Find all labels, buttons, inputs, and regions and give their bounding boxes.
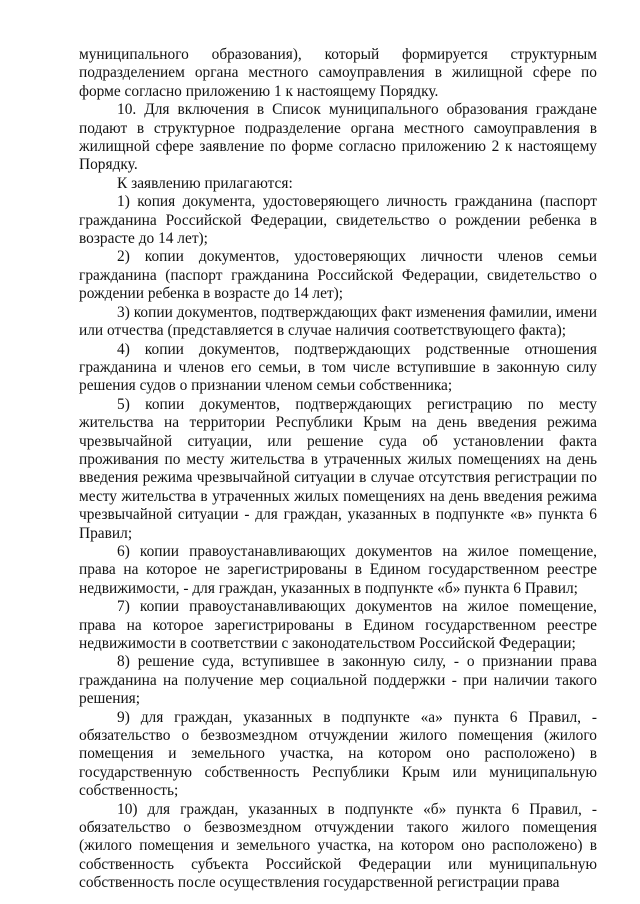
list-item-8: 8) решение суда, вступившее в законную силу, - о признании права гражданина на получение мер социальной поддержки - при наличии такого решения; — [79, 653, 597, 708]
list-item-3: 3) копии документов, подтверждающих факт изменения фамилии, имени или отчества (представляется в случае наличия соответствующего факта); — [79, 303, 597, 340]
list-item-10: 10) для граждан, указанных в подпункте «б» пункта 6 Правил, - обязательство о безвозмездном отчуждении такого жилого помещения (жилого помещения и земельного участка, на котором оно расположено) в собственность субъекта Российской Федерации или муниципальную собственность после осуществления государственной регистрации права — [79, 800, 597, 892]
list-item-1: 1) копия документа, удостоверяющего личность гражданина (паспорт гражданина Российской Федерации, свидетельство о рождении ребенка в возрасте до 14 лет); — [79, 193, 597, 248]
paragraph-attachments-intro: К заявлению прилагаются: — [117, 174, 293, 192]
list-item-2: 2) копии документов, удостоверяющих личности членов семьи гражданина (паспорт гражданина Российской Федерации, свидетельство о рождении ребенка в возрасте до 14 лет); — [79, 248, 597, 303]
paragraph-continuation: муниципального образования), который формируется структурным подразделением органа местного самоуправления в жилищной сфере по форме согласно приложению 1 к настоящему Порядку. — [79, 46, 597, 100]
list-item-9: 9) для граждан, указанных в подпункте «а» пункта 6 Правил, - обязательство о безвозмездном отчуждении жилого помещения (жилого помещения и земельного участка, на котором оно расположено) в государственную собственность Республики Крым или муниципальную собственность; — [79, 708, 597, 800]
list-item-6: 6) копии правоустанавливающих документов на жилое помещение, права на которое не зарегистрированы в Едином государственном реестре недвижимости, - для граждан, указанных в подпункте «б» пункта 6 Правил; — [79, 542, 597, 597]
paragraph-item-10: 10. Для включения в Список муниципального образования граждане подают в структурное подразделение органа местного самоуправления в жилищной сфере заявление по форме согласно приложению 2 к настоящему Порядку. — [79, 101, 597, 174]
list-item-5: 5) копии документов, подтверждающих регистрацию по месту жительства на территории Республики Крым на день введения режима чрезвычайной ситуации, или решение суда об установлении факта проживания по месту жительства в утраченных жилых помещениях на день введения режима чрезвычайной ситуации в случае отсутствия регистрации по месту жительства в утраченных жилых помещениях на день введения режима чрезвычайной ситуации - для граждан, указанных в подпункте «в» пункта 6 Правил; — [79, 395, 597, 542]
list-item-7: 7) копии правоустанавливающих документов на жилое помещение, права на которое зарегистрированы в Едином государственном реестре недвижимости в соответствии с законодательством Российской Федерации; — [79, 598, 597, 652]
list-item-4: 4) копии документов, подтверждающих родственные отношения гражданина и членов его семьи, в том числе вступившие в законную силу решения судов о признании членом семьи собственника; — [79, 340, 597, 395]
